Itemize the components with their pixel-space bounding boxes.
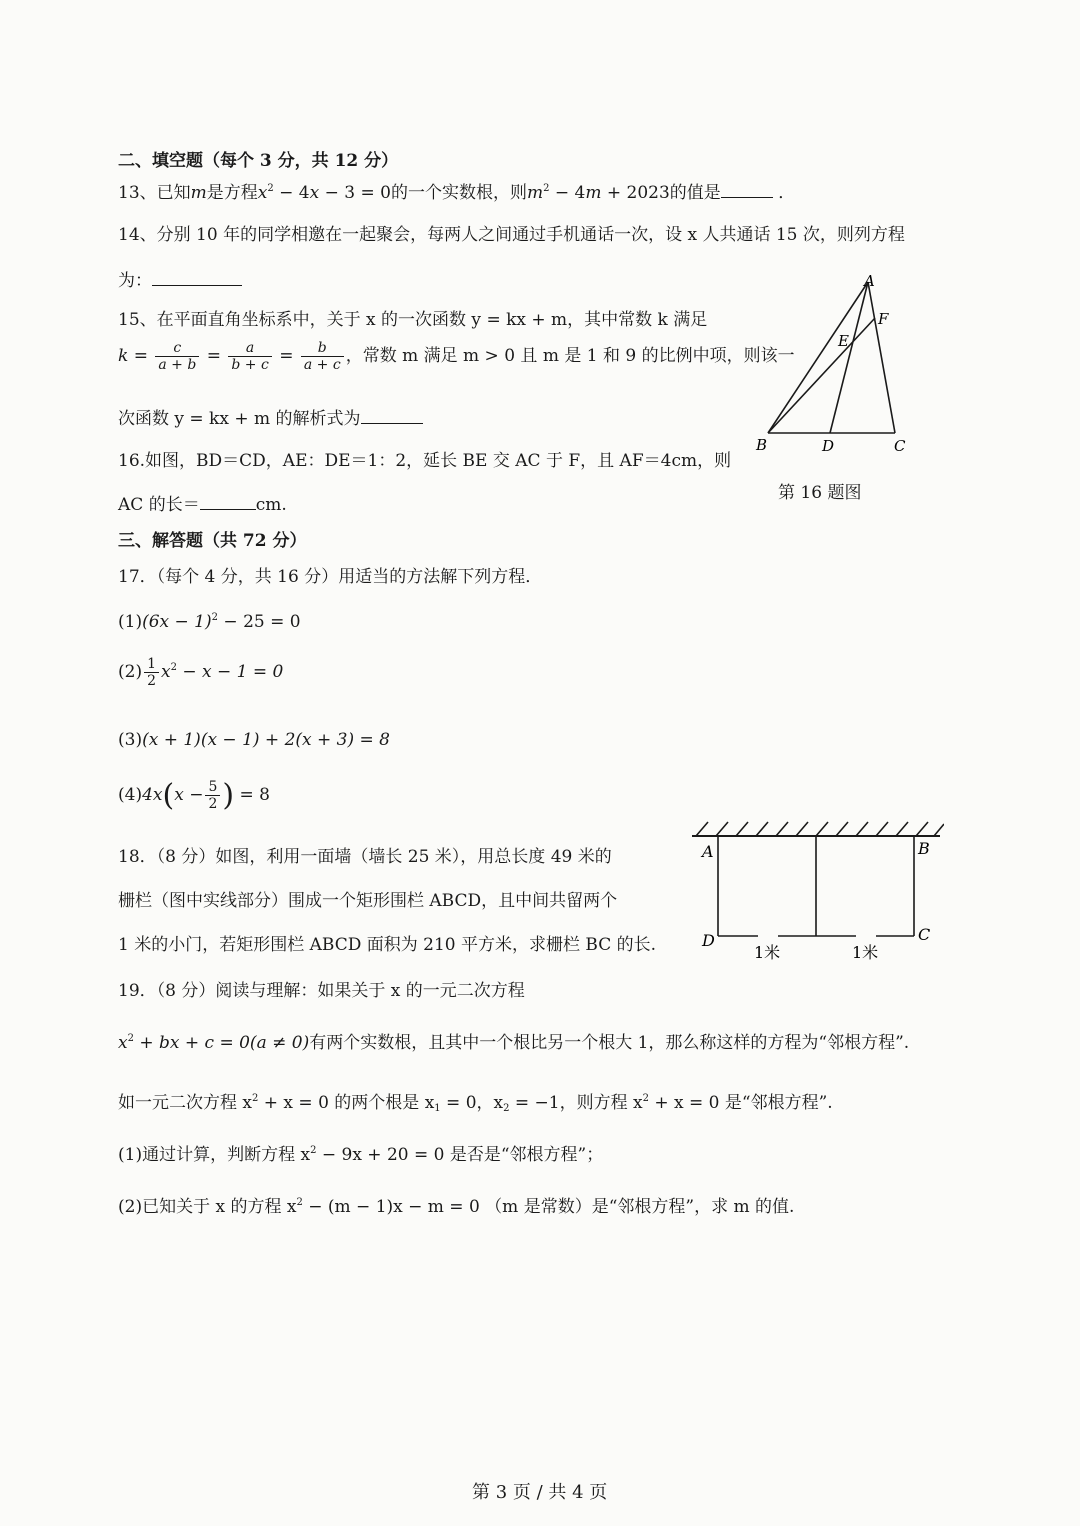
equation-17-4: (4)4x(x − $\frac{5}{2}$ ) = 8	[118, 778, 270, 813]
equation-17-3: (3)(x + 1)(x − 1) + 2(x + 3) = 8	[118, 730, 390, 750]
fraction: $\frac{5}{2}$	[205, 779, 220, 812]
question-18-line2: 栅栏（图中实线部分）围成一个矩形围栏 ABCD，且中间共留两个	[118, 891, 618, 911]
page-number-footer: 第 3 页 / 共 4 页	[472, 1482, 608, 1503]
equation-17-1: $(1)(6x - 1)^2 - 25 = 0$	[118, 612, 301, 632]
section-fill-in-heading: 二、填空题（每个 3 分，共 12 分）	[118, 151, 399, 171]
vertex-label-f: F	[878, 310, 889, 328]
question-14-line1: 14、分别 10 年的同学相邀在一起聚会，每两人之间通过手机通话一次，设 x 人共通话 15 次，则列方程	[118, 225, 905, 245]
fence-figure-18	[688, 818, 944, 968]
vertex-label-b: B	[756, 436, 768, 454]
question-18-line3: 1 米的小门，若矩形围栏 ABCD 面积为 210 平方米，求栅栏 BC 的长.	[118, 935, 657, 955]
vertex-label-c: C	[894, 437, 906, 455]
triangle-figure-16	[750, 270, 920, 470]
fraction: $\frac{c}{a + b}$	[155, 340, 199, 373]
answer-blank	[361, 409, 423, 424]
figure-16-caption: 第 16 题图	[778, 483, 862, 503]
question-16-line2: AC 的长＝ cm.	[118, 495, 287, 515]
question-15-line2: k = $\frac{c}{a + b}$ = $\frac{a}{b + c}$ = $\frac{b}{a + c}$ ，常数 m 满足 m > 0 且 m 是 1 和 9 的比例中项，则该一	[118, 340, 795, 373]
fraction: $\frac{a}{b + c}$	[228, 340, 271, 373]
corner-label-a: A	[702, 842, 714, 861]
vertex-label-e: E	[838, 332, 849, 350]
question-19-part1: (1)通过计算，判断方程 $x^2 - 9x + 20 = 0$ 是否是“邻根方程”；	[118, 1145, 604, 1165]
question-16-line1: 16.如图，BD＝CD，AE：DE＝1：2，延长 BE 交 AC 于 F，且 AF＝4cm，则	[118, 451, 732, 471]
vertex-label-d: D	[822, 437, 835, 455]
question-19-part2: (2)已知关于 x 的方程 $x^2 - (m - 1)x - m = 0$ （m 是常数）是“邻根方程”，求 m 的值.	[118, 1197, 795, 1217]
gate-label-2: 1米	[852, 943, 879, 962]
answer-blank	[721, 183, 773, 198]
wall-hatching	[696, 822, 944, 836]
fraction: $\frac{b}{a + c}$	[301, 340, 344, 373]
corner-label-d: D	[702, 931, 715, 950]
equation-17-2: (2) $\frac{1}{2}$ $x^2 - x - 1 = 0$	[118, 656, 284, 689]
answer-blank	[152, 271, 242, 286]
answer-blank	[200, 495, 256, 510]
vertex-label-a: A	[864, 272, 875, 290]
corner-label-b: B	[918, 839, 930, 858]
question-15-line1: 15、在平面直角坐标系中，关于 x 的一次函数 y = kx + m，其中常数 k 满足	[118, 310, 708, 330]
fraction: $\frac{1}{2}$	[144, 656, 159, 689]
question-19-line1: 19．（8 分）阅读与理解：如果关于 x 的一元二次方程	[118, 981, 525, 1001]
gate-label-1: 1米	[754, 943, 781, 962]
corner-label-c: C	[918, 925, 931, 944]
question-19-line3: 如一元二次方程 $x^2 + x = 0$ 的两个根是 $x_1 = 0$，$x_2 = -1$，则方程 $x^2 + x = 0$ 是“邻根方程”.	[118, 1093, 833, 1114]
section-solve-heading: 三、解答题（共 72 分）	[118, 531, 307, 551]
question-13: 13、已知m是方程$x^2 - 4x - 3 = 0$的一个实数根，则$m^2 - 4m + 2023$的值是 ．	[118, 183, 796, 203]
question-18-line1: 18．（8 分）如图，利用一面墙（墙长 25 米），用总长度 49 米的	[118, 847, 612, 867]
question-15-line3: 次函数 y = kx + m 的解析式为	[118, 404, 423, 429]
question-19-line2: $x^2$ + bx + c = 0(a ≠ 0)有两个实数根，且其中一个根比另一个根大 1，那么称这样的方程为“邻根方程”.	[118, 1033, 910, 1053]
question-17-heading: 17．（每个 4 分，共 16 分）用适当的方法解下列方程．	[118, 567, 543, 587]
question-14-line2: 为：	[118, 266, 242, 291]
